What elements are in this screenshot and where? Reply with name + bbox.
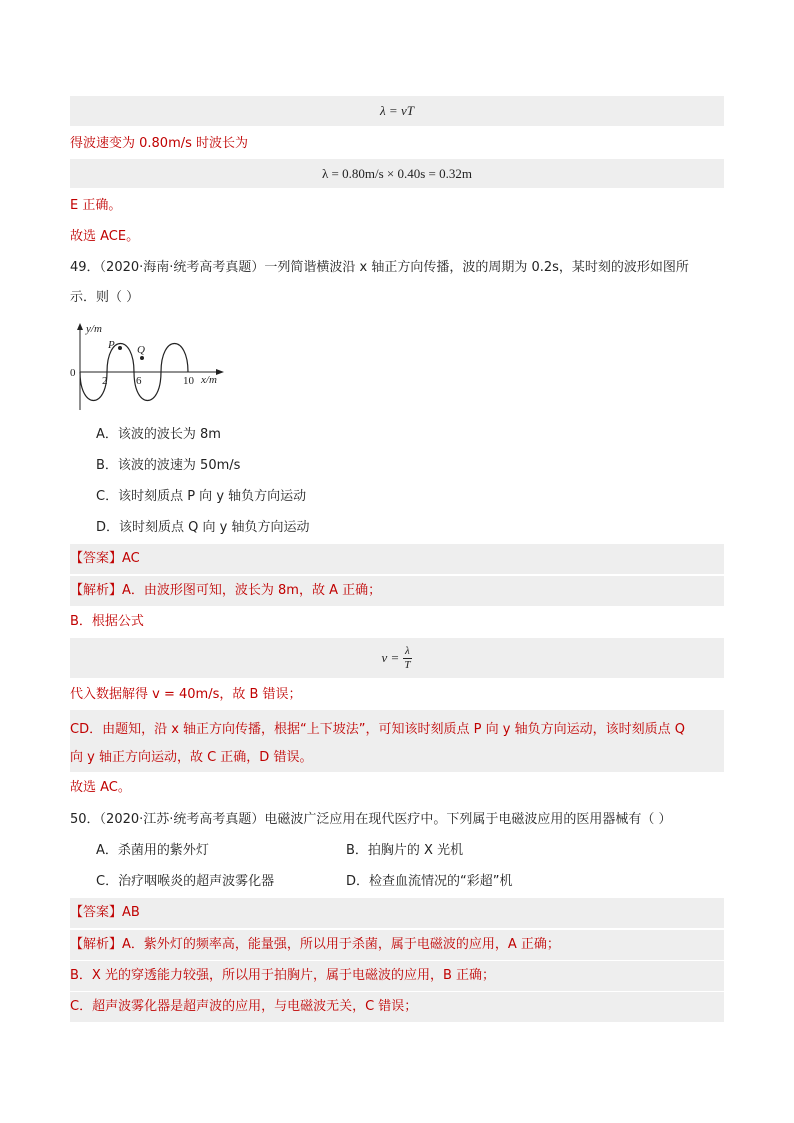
point-p-label: P	[108, 339, 115, 351]
q49-analysis-line3: 代入数据解得 v = 40m/s，故 B 错误；	[70, 687, 302, 702]
conclusion-line: E 正确。	[70, 198, 122, 213]
wave-graph	[70, 320, 230, 415]
q49-final-choice: 故选 AC。	[70, 780, 131, 795]
q50-analysis-line2: B．X 光的穿透能力较强，所以用于拍胸片，属于电磁波的应用，B 正确；	[70, 961, 724, 991]
x-axis-label: x/m	[201, 374, 217, 386]
q50-answer: 【答案】AB	[70, 898, 724, 928]
x-axis-arrow	[216, 369, 224, 375]
velocity-formula	[70, 638, 724, 678]
q49-analysis-line4: CD．由题知，沿 x 轴正方向传播，根据“上下坡法”，可知该时刻质点 P 向 y 轴负方向运动，该时刻质点 Q	[70, 722, 685, 737]
q49-analysis-line1: 【解析】A．由波形图可知，波长为 8m，故 A 正确；	[70, 576, 724, 606]
q50-option-a: A．杀菌用的紫外灯	[96, 843, 209, 858]
q49-answer: 【答案】AC	[70, 544, 724, 574]
origin-label: 0	[70, 367, 76, 379]
point-q-label: Q	[137, 344, 145, 356]
formula-lhs: v =	[381, 650, 400, 665]
q50-option-c: C．治疗咽喉炎的超声波雾化器	[96, 874, 275, 889]
point-q-marker	[140, 356, 144, 360]
q49-option-d: D．该时刻质点 Q 向 y 轴负方向运动	[96, 520, 310, 535]
fraction	[402, 645, 412, 672]
wavelength-calc-formula: λ = 0.80m/s × 0.40s = 0.32m	[70, 159, 724, 188]
fraction-denominator: T	[404, 658, 411, 671]
q50-stem: 50．（2020·江苏·统考高考真题）电磁波广泛应用在现代医疗中。下列属于电磁波应用的医用器械有（ ）	[70, 812, 672, 827]
point-p-marker	[118, 346, 122, 350]
q49-analysis-line2: B．根据公式	[70, 614, 144, 629]
q49-option-c: C．该时刻质点 P 向 y 轴负方向运动	[96, 489, 307, 504]
q50-option-d: D．检查血流情况的“彩超”机	[346, 874, 513, 889]
fraction-numerator: λ	[405, 644, 410, 657]
q50-analysis-line1: 【解析】A．紫外灯的频率高，能量强，所以用于杀菌，属于电磁波的应用，A 正确；	[70, 930, 724, 960]
final-choice: 故选 ACE。	[70, 229, 140, 244]
tick-10: 10	[183, 375, 194, 387]
q49-stem-line2: 示．则（ ）	[70, 290, 140, 305]
tick-2: 2	[102, 375, 108, 387]
q50-analysis-line3: C．超声波雾化器是超声波的应用，与电磁波无关，C 错误；	[70, 992, 724, 1022]
q49-stem-line1: 49．（2020·海南·统考高考真题）一列简谐横波沿 x 轴正方向传播，波的周期为 0.2s，某时刻的波形如图所	[70, 260, 689, 275]
q49-option-b: B．该波的波速为 50m/s	[96, 458, 241, 473]
q49-option-a: A．该波的波长为 8m	[96, 427, 221, 442]
text-line: 得波速变为 0.80m/s 时波长为	[70, 136, 249, 151]
tick-6: 6	[136, 375, 142, 387]
q49-analysis-block	[70, 710, 724, 772]
y-axis-arrow	[77, 323, 83, 330]
q50-option-b: B．拍胸片的 X 光机	[346, 843, 464, 858]
y-axis-label: y/m	[86, 323, 102, 335]
wavelength-formula: λ = vT	[70, 96, 724, 126]
q49-analysis-line5: 向 y 轴正方向运动，故 C 正确，D 错误。	[70, 750, 313, 765]
